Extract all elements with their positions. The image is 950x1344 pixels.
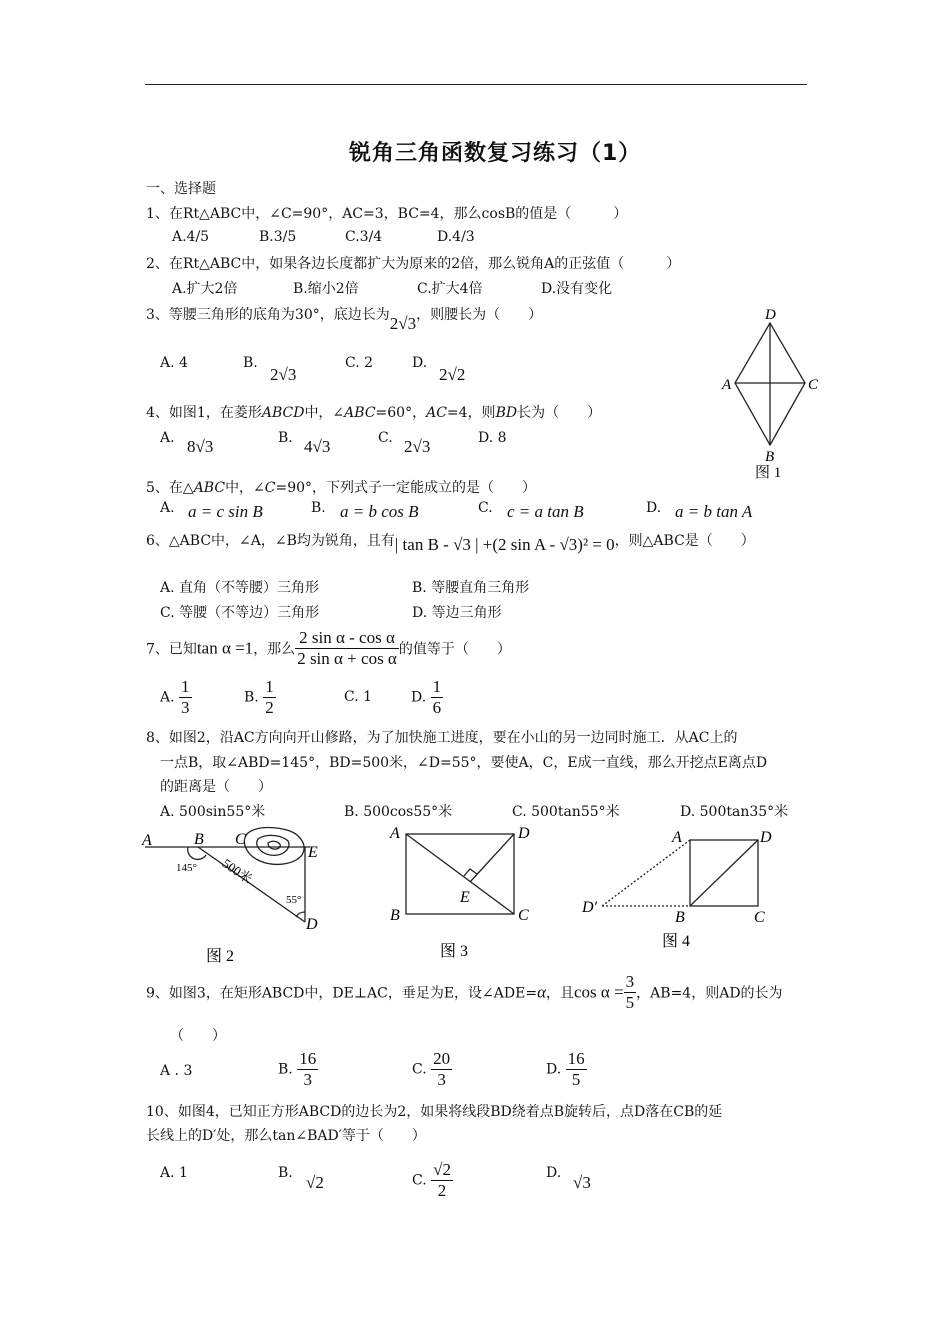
q8-line-3: 的距离是（ ）	[160, 779, 272, 795]
fig3-label-e: E	[460, 889, 470, 906]
q2-option-b: B.缩小2倍	[293, 281, 359, 297]
section-heading: 一、选择题	[146, 181, 216, 197]
q10-option-d-label: D.	[546, 1165, 562, 1181]
q8-line-1: 8、如图2，沿AC方向向开山修路，为了加快施工进度，要在小山的另一边同时施工．从AC上的	[146, 730, 738, 746]
q3-stem-end: ，则腰长为（ ）	[416, 307, 543, 323]
q10-option-b-label: B.	[278, 1165, 293, 1181]
q3-option-a: A. 4	[160, 355, 188, 371]
figure-3	[382, 822, 532, 962]
fig3-caption: 图 3	[440, 943, 469, 960]
fig4-diagonal-bd	[690, 840, 758, 906]
q7-option-c: C. 1	[344, 689, 373, 705]
fig1-label-a: A	[722, 377, 732, 393]
q4-option-a-value: 8√3	[187, 437, 214, 456]
fig4-label-b: B	[675, 909, 685, 926]
q2-option-c: C.扩大4倍	[417, 281, 483, 297]
fig3-label-b: B	[390, 907, 400, 924]
q6-option-b: B. 等腰直角三角形	[412, 580, 530, 596]
q2-stem: 2、在Rt△ABC中，如果各边长度都扩大为原来的2倍，那么锐角A的正弦值（ ）	[146, 256, 681, 272]
q7-option-d: D. $\frac{1}{6}$	[411, 677, 442, 717]
q6-stem: 6、△ABC中，∠A，∠B均为锐角，且有| tan B - √3 | +(2 sin A - √3)² = 0，则△ABC是（ ）	[146, 533, 755, 554]
q7-fraction: $\frac{\text{2 sin α - cos α}}{\text{2 sin α + cos α}}$	[297, 628, 397, 668]
q5-option-c-label: C.	[478, 500, 493, 516]
q8-option-b: B. 500cos55°米	[344, 804, 453, 820]
q6-option-c: C. 等腰（不等边）三角形	[160, 605, 320, 621]
fig2-label-c: C	[235, 831, 246, 848]
q5-option-b-label: B.	[311, 500, 326, 516]
q4-option-b-value: 4√3	[304, 437, 331, 456]
fig2-angle-145: 145°	[176, 862, 197, 874]
q3-stem-text: 3、等腰三角形的底角为30°，底边长为	[146, 307, 390, 323]
q2-option-d: D.没有变化	[541, 281, 613, 297]
fig2-hill-peak	[268, 841, 280, 849]
q9-option-c: C. $\frac{20}{3}$	[412, 1049, 451, 1089]
q3-option-d-label: D.	[412, 355, 428, 371]
q1-option-d: D.4/3	[437, 229, 475, 245]
q3-option-b-value: 2√3	[270, 365, 297, 384]
q10-option-d-value: √3	[573, 1173, 591, 1192]
q5-option-a-label: A.	[160, 500, 175, 516]
q7-option-a: A. $\frac{1}{3}$	[160, 677, 190, 717]
fig1-label-d: D	[765, 307, 776, 323]
fig2-length: 500米	[219, 855, 255, 887]
fig2-caption: 图 2	[206, 948, 235, 965]
q1-option-a: A.4/5	[172, 229, 210, 245]
q3-option-b-label: B.	[243, 355, 258, 371]
fig2-segment-bd	[198, 847, 305, 922]
fig2-label-d: D	[306, 916, 318, 933]
fig3-label-c: C	[518, 907, 529, 924]
fig4-label-a: A	[672, 829, 682, 846]
q5-option-b-value: a = b cos B	[340, 502, 419, 521]
fig3-segment-de	[470, 834, 514, 882]
q3-option-d-value: 2√2	[439, 365, 466, 384]
figure-2	[140, 825, 340, 970]
fig1-label-b: B	[765, 449, 775, 465]
page-title: 锐角三角函数复习练习（1）	[349, 141, 642, 166]
q4-option-c-value: 2√3	[404, 437, 431, 456]
q9-option-a: A . 3	[160, 1063, 193, 1079]
top-rule	[145, 84, 807, 85]
q10-line-2: 长线上的D′处，那么tan∠BAD′等于（ ）	[146, 1128, 426, 1144]
q4-option-b-label: B.	[278, 430, 293, 446]
fig4-label-c: C	[754, 909, 765, 926]
fig3-label-a: A	[390, 825, 400, 842]
fig4-dashed-ad	[602, 840, 690, 906]
q4-option-c-label: C.	[378, 430, 393, 446]
fig4-label-d: D	[760, 829, 772, 846]
q7-option-b: B. $\frac{1}{2}$	[244, 677, 274, 717]
fig3-right-angle	[464, 869, 477, 876]
q10-line-1: 10、如图4，已知正方形ABCD的边长为2，如果将线段BD绕着点B旋转后，点D落在CB的延	[146, 1104, 723, 1120]
fig4-caption: 图 4	[662, 933, 691, 950]
fig3-label-d: D	[518, 825, 530, 842]
fig2-hill	[244, 828, 304, 865]
q8-option-d: D. 500tan35°米	[680, 804, 789, 820]
fig4-label-d-prime: D′	[582, 899, 598, 916]
q8-option-a: A. 500sin55°米	[160, 804, 266, 820]
q9-option-d: D. $\frac{16}{5}$	[546, 1049, 585, 1089]
q7-stem: 7、已知tan α =1，那么 $\frac{\text{2 sin α - cos α}}{\text{2 sin α + cos α}}$ 的值等于（ ）	[146, 628, 511, 668]
fig2-label-e: E	[308, 844, 318, 861]
q6-option-d: D. 等边三角形	[412, 605, 502, 621]
q8-line-2: 一点B，取∠ABD=145°，BD=500米，∠D=55°，要使A，C，E成一直线，那么开挖点E离点D	[160, 755, 768, 771]
q10-option-a: A. 1	[160, 1165, 188, 1181]
q10-option-b-value: √2	[306, 1173, 324, 1192]
fig2-hill-contour	[257, 835, 289, 855]
q9-stem: 9、如图3，在矩形ABCD中，DE⊥AC，垂足为E，设∠ADE=α，且cos α = $\frac{3}{5}$ ，AB=4，则AD的长为	[146, 972, 783, 1012]
fig2-label-b: B	[194, 831, 204, 848]
q5-option-a-value: a = c sin B	[188, 502, 263, 521]
q3-option-c: C. 2	[345, 355, 374, 371]
q1-option-b: B.3/5	[259, 229, 297, 245]
q3-stem	[146, 304, 543, 333]
q4-option-a-label: A.	[160, 430, 175, 446]
q4-stem: 4、如图1，在菱形ABCD中，∠ABC=60°，AC=4，则BD长为（ ）	[146, 405, 602, 421]
q3-stem-math: 2√3	[389, 314, 417, 333]
fig2-label-a: A	[142, 832, 152, 849]
q8-option-c: C. 500tan55°米	[512, 804, 620, 820]
q10-option-c: C. $\frac{√2}{2}$	[412, 1160, 451, 1200]
q2-option-a: A.扩大2倍	[172, 281, 238, 297]
fig1-caption: 图 1	[755, 465, 782, 480]
q5-stem: 5、在△ABC中，∠C=90°，下列式子一定能成立的是（ ）	[146, 480, 537, 496]
q5-option-d-label: D.	[646, 500, 662, 516]
fig1-label-c: C	[808, 377, 819, 393]
q5-option-c-value: c = a tan B	[507, 502, 584, 521]
q4-option-d: D. 8	[478, 430, 507, 446]
q9-answer-paren: （ ）	[170, 1028, 226, 1044]
figure-1	[715, 305, 825, 480]
fig2-angle-145-arc	[188, 847, 206, 859]
q1-stem: 1、在Rt△ABC中，∠C=90°，AC=3，BC=4，那么cosB的值是（ ）	[146, 206, 628, 222]
q1-option-c: C.3/4	[345, 229, 383, 245]
fig2-angle-55: 55°	[286, 894, 302, 906]
q6-option-a: A. 直角（不等腰）三角形	[160, 580, 320, 596]
figure-4	[578, 822, 778, 957]
q5-option-d-value: a = b tan A	[675, 502, 753, 521]
q9-option-b: B. $\frac{16}{3}$	[278, 1049, 317, 1089]
